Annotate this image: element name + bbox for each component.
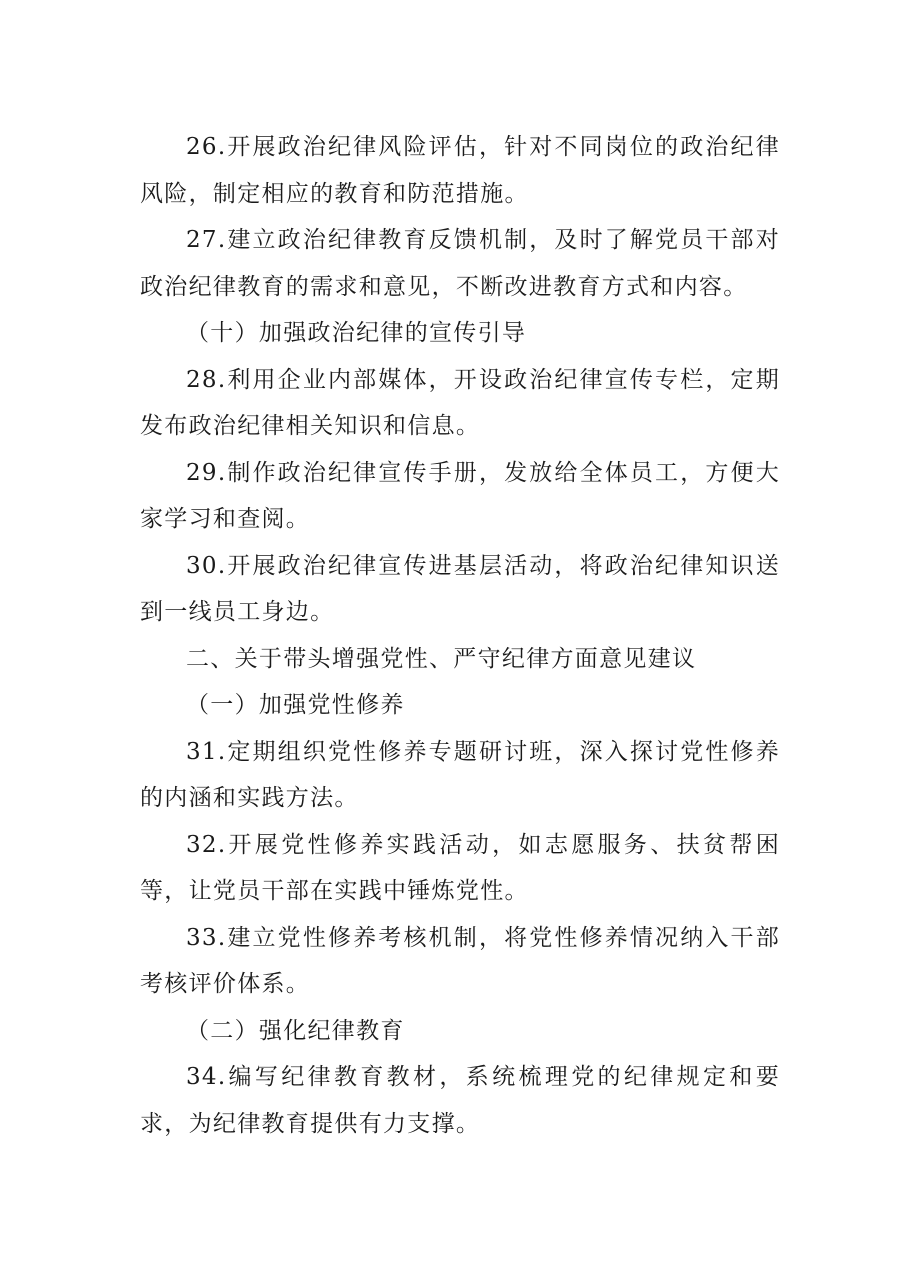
paragraph-item-29: 29.制作政治纪律宣传手册，发放给全体员工，方便大家学习和查阅。	[140, 459, 780, 532]
paragraph-item-27: 27.建立政治纪律教育反馈机制，及时了解党员干部对政治纪律教育的需求和意见，不断改进教育方式和内容。	[140, 227, 780, 300]
paragraph-item-28: 28.利用企业内部媒体，开设政治纪律宣传专栏，定期发布政治纪律相关知识和信息。	[140, 366, 780, 439]
paragraph-item-26: 26.开展政治纪律风险评估，针对不同岗位的政治纪律风险，制定相应的教育和防范措施。	[140, 134, 780, 207]
paragraph-item-32: 32.开展党性修养实践活动，如志愿服务、扶贫帮困等，让党员干部在实践中锤炼党性。	[140, 831, 780, 904]
section-heading-1: （一）加强党性修养	[186, 692, 405, 718]
document-body	[140, 124, 780, 1147]
paragraph-item-31: 31.定期组织党性修养专题研讨班，深入探讨党性修养的内涵和实践方法。	[140, 738, 780, 811]
chapter-heading-2: 二、关于带头增强党性、严守纪律方面意见建议	[186, 645, 697, 672]
paragraph-item-33: 33.建立党性修养考核机制，将党性修养情况纳入干部考核评价体系。	[140, 924, 780, 997]
section-heading-2: （二）强化纪律教育	[186, 1017, 405, 1044]
paragraph-item-34: 34.编写纪律教育教材，系统梳理党的纪律规定和要求，为纪律教育提供有力支撑。	[140, 1064, 780, 1137]
section-heading-10: （十）加强政治纪律的宣传引导	[186, 320, 527, 346]
paragraph-item-30: 30.开展政治纪律宣传进基层活动，将政治纪律知识送到一线员工身边。	[140, 552, 780, 625]
